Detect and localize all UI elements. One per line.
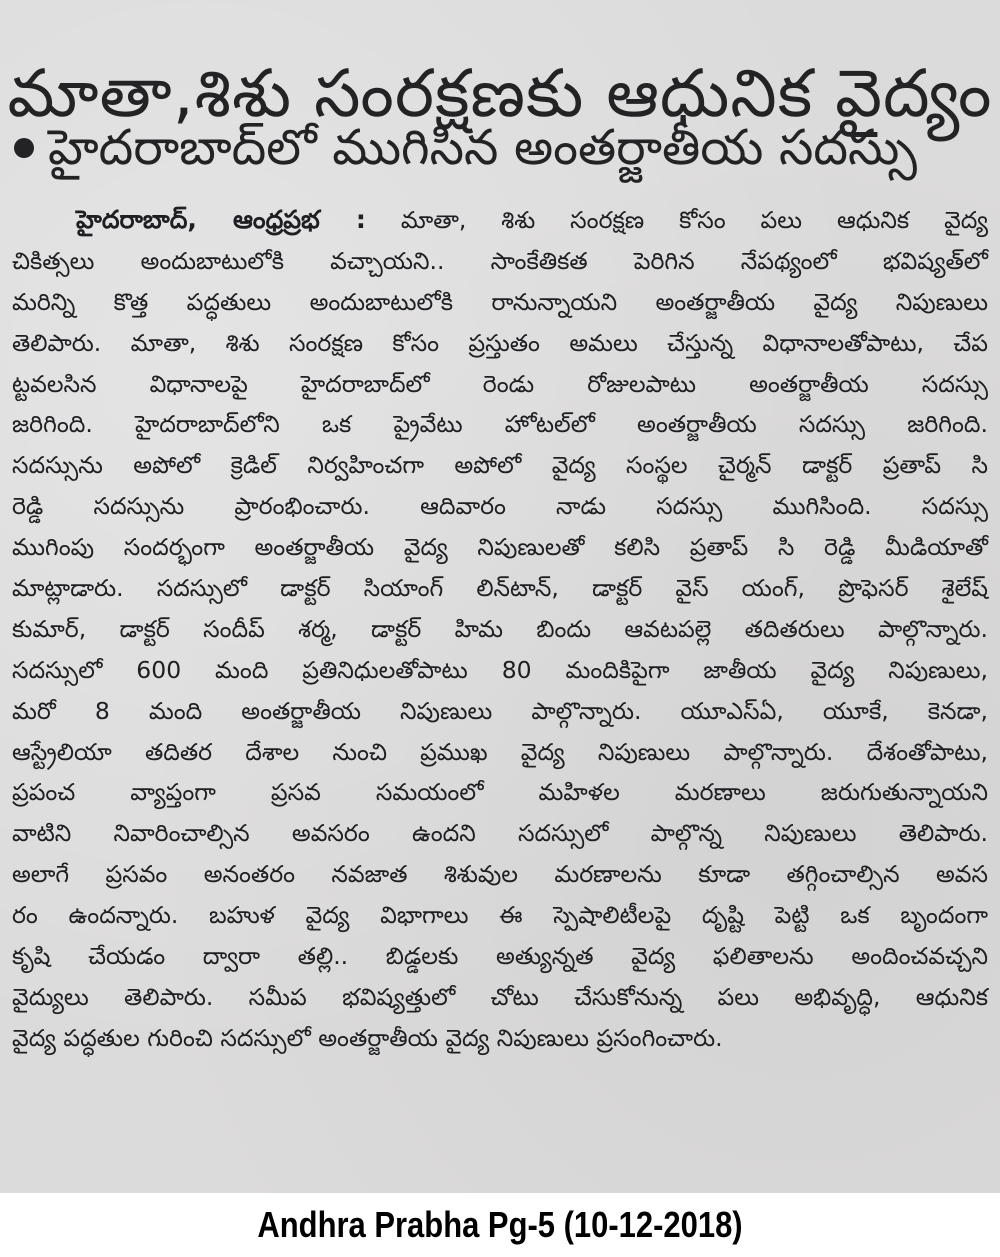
article-line: జరిగింది. హైదరాబాద్‌లోని ఒక ప్రైవేటు హోటల్‌లో అంతర్జాతీయ సదస్సు జరిగింది. (12, 410, 988, 439)
article-line: సదస్సులో 600 మంది ప్రతినిధులతోపాటు 80 మందికిపైగా జాతీయ వైద్య నిపుణులు, (12, 655, 988, 684)
article-line: తెలిపారు. మాతా, శిశు సంరక్షణ కోసం ప్రస్తుతం అమలు చేస్తున్న విధానాలతోపాటు, చేప (12, 328, 988, 357)
subheadline (10, 110, 995, 186)
article-line: రం ఉందన్నారు. బహుళ వైద్య విభాగాలు ఈ స్పెషాలిటీలపై దృష్టి పెట్టి ఒక బృందంగా (12, 901, 988, 930)
article-line: అలాగే ప్రసవం అనంతరం నవజాత శిశువుల మరణాలను కూడా తగ్గించాల్సిన అవస (12, 860, 988, 889)
article-body (12, 200, 988, 1059)
bullet-icon (14, 138, 34, 158)
headline: మాతా,శిశు సంరక్షణకు ఆధునిక వైద్యం (7, 55, 993, 133)
article-line: సదస్సును అపోలో క్రెడిల్ నిర్వహించగా అపోలో వైద్య సంస్థల చైర్మన్ డాక్టర్ ప్రతాప్ సి (12, 451, 988, 480)
article-line: హైదరాబాద్, ఆంధ్రప్రభ : మాతా, శిశు సంరక్షణ కోసం పలు ఆధునిక వైద్య (76, 205, 988, 234)
article-line: మాట్లాడారు. సదస్సులో డాక్టర్ సియాంగ్ లిన్‌టాన్, డాక్టర్ వైస్ యంగ్, ప్రొఫెసర్ శైలేష్ (12, 574, 988, 603)
article-line: ట్టవలసిన విధానాలపై హైదరాబాద్‌లో రెండు రోజులపాటు అంతర్జాతీయ సదస్సు (12, 369, 988, 398)
article-line: ప్రపంచ వ్యాప్తంగా ప్రసవ సమయంలో మహిళల మరణాలు జరుగుతున్నాయని (12, 778, 988, 807)
article-line: ఆస్ట్రేలియా తదితర దేశాల నుంచి ప్రముఖ వైద్య నిపుణులు పాల్గొన్నారు. దేశంతోపాటు, (12, 737, 988, 766)
article-line: చికిత్సలు అందుబాటులోకి వచ్చాయని.. సాంకేతికత పెరిగిన నేపథ్యంలో భవిష్యత్‌లో (12, 246, 988, 275)
article-line: వాటిని నివారించాల్సిన అవసరం ఉందని సదస్సులో పాల్గొన్న నిపుణులు తెలిపారు. (12, 819, 988, 848)
article-line: వైద్యులు తెలిపారు. సమీప భవిష్యత్తులో చోటు చేసుకోనున్న పలు అభివృద్ధి, ఆధునిక (12, 982, 988, 1011)
source-caption: Andhra Prabha Pg-5 (10-12-2018) (257, 1204, 743, 1245)
article-line: ముగింపు సందర్భంగా అంతర్జాతీయ వైద్య నిపుణులతో కలిసి ప్రతాప్ సి రెడ్డి మీడియాతో (12, 533, 988, 562)
dateline: హైదరాబాద్, ఆంధ్రప్రభ : (76, 205, 366, 234)
article-line: రెడ్డి సదస్సును ప్రారంభించారు. ఆదివారం నాడు సదస్సు ముగిసింది. సదస్సు (12, 492, 988, 521)
article-line: మరో 8 మంది అంతర్జాతీయ నిపుణులు పాల్గొన్నారు. యూఎస్ఏ, యూకే, కెనడా, (12, 696, 988, 725)
article-line: మరిన్ని కొత్త పద్ధతులు అందుబాటులోకి రానున్నాయని అంతర్జాతీయ వైద్య నిపుణులు (12, 287, 988, 316)
article-line: వైద్య పద్ధతుల గురించి సదస్సులో అంతర్జాతీయ వైద్య నిపుణులు ప్రసంగించారు. (12, 1023, 723, 1052)
article-line: కృషి చేయడం ద్వారా తల్లి.. బిడ్డలకు అత్యున్నత వైద్య ఫలితాలను అందించవచ్చని (12, 942, 988, 971)
article-line: కుమార్, డాక్టర్ సందీప్ శర్మ, డాక్టర్ హిమ బిందు ఆవటపల్లె తదితరులు పాల్గొన్నారు. (12, 614, 988, 643)
subheadline-text: హైదరాబాద్‌లో ముగిసిన అంతర్జాతీయ సదస్సు (48, 119, 918, 176)
